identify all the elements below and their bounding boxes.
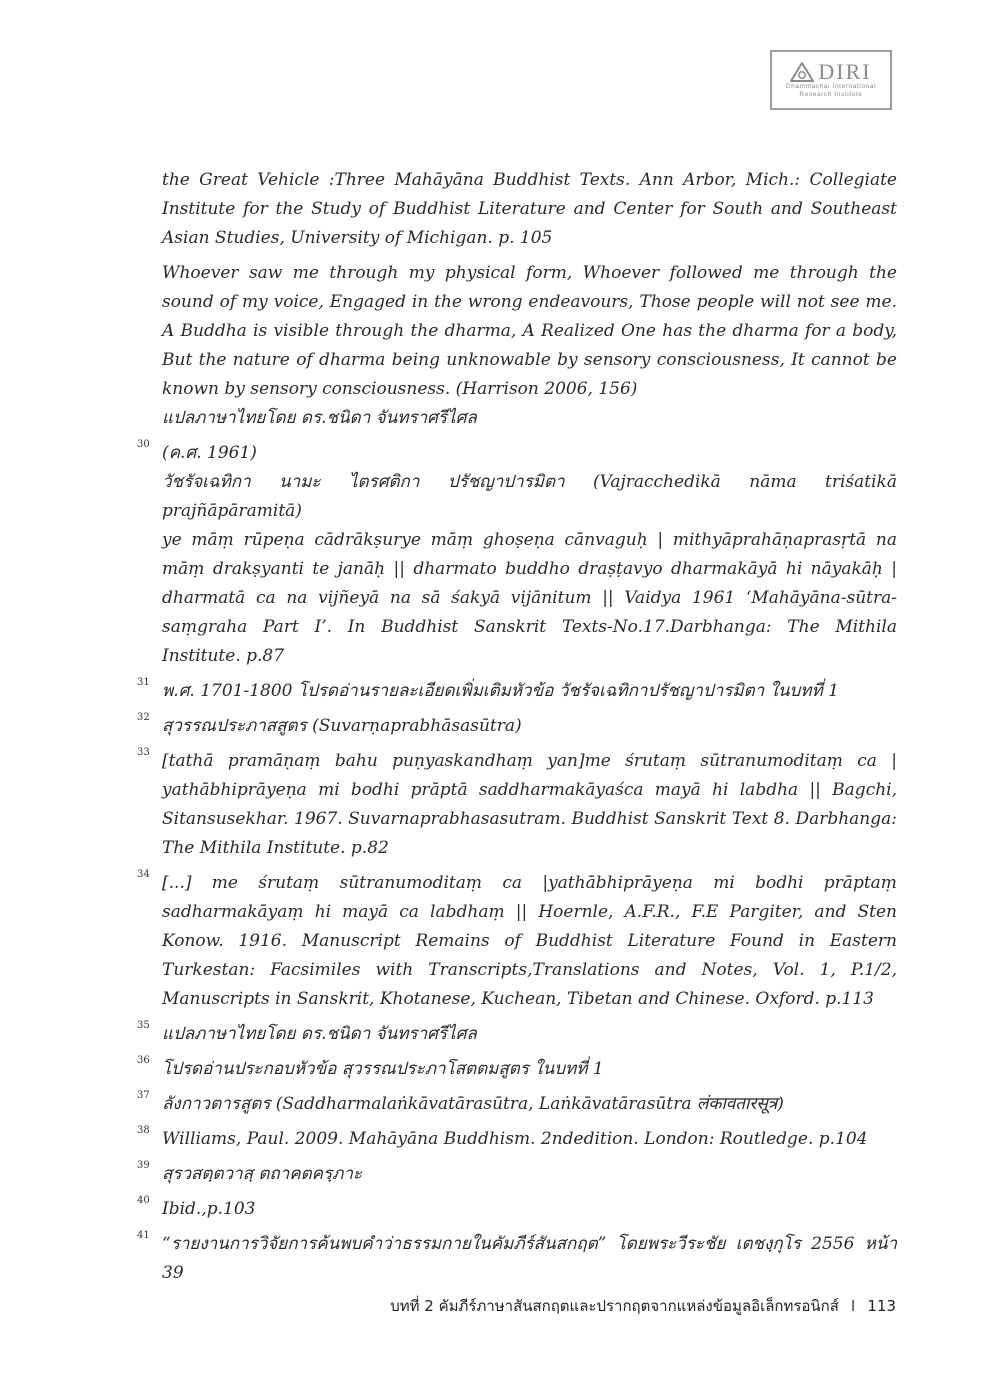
footnote-text: [137, 677, 897, 706]
logo-line-1: Dhammachai International: [785, 83, 877, 90]
footnote-line: [...] me śrutaṃ sūtranumoditaṃ ca |yathābhiprāyeṇa mi bodhi prāptaṃ sadharmakāyaṃ hi mayā ca labdhaṃ || Hoernle, A.F.R., F.E Pargiter, and Sten Konow. 1916. Manuscript Remains of Buddhist Literature Found in Eastern Turkestan: Facsimiles with Transcripts,Translations and Notes, Vol. 1, P.1/2, Manuscripts in Sanskrit, Khotanese, Kuchean, Tibetan and Chinese. Oxford. p.113: [162, 873, 897, 1009]
footnote-line: [tathā pramāṇaṃ bahu puṇyaskandhaṃ yan]me śrutaṃ sūtranumoditaṃ ca | yathābhiprāyeṇa mi bodhi prāptā saddharmakāyaśca mayā hi labdha || Bagchi, Sitansusekhar. 1967. Suvarnaprabhasasutram. Buddhist Sanskrit Text 8. Darbhanga: The Mithila Institute. p.82: [162, 751, 897, 858]
footnote-line: “รายงานการวิจัยการค้นพบคำว่าธรรมกายในคัมภีร์สันสกฤต” โดยพระวีระชัย เตชงฺกุโร 2556 หน้า 39: [162, 1234, 897, 1283]
footnote-number: 35: [137, 1020, 150, 1031]
footnote-text: [137, 869, 897, 1014]
logo-word: DIRI: [818, 59, 872, 84]
footnote-number: 37: [137, 1090, 150, 1101]
page-footer: [390, 1294, 896, 1318]
footnote-line: สุรวสตฺตวาสฺ ตถาคตครฺภาะ: [162, 1164, 363, 1184]
footnote-number: 34: [137, 869, 150, 880]
footnote-text: [137, 1055, 897, 1084]
footnote-text: [137, 1020, 897, 1049]
footnote-number: 36: [137, 1055, 150, 1066]
footnote-number: 31: [137, 677, 150, 688]
footnote-text: [162, 259, 897, 404]
footnote-number: 32: [137, 712, 150, 723]
page-number: 113: [867, 1297, 896, 1315]
footnote-line: Whoever saw me through my physical form, Whoever followed me through the sound of my voice, Engaged in the wrong endeavours, Those people will not see me. A Buddha is visible through the dharma, A Realized One has the dharma for a body, But the nature of dharma being unknowable by sensory consciousness, It cannot be known by sensory consciousness. (Harrison 2006, 156): [162, 263, 897, 399]
footnote-line: (ค.ศ. 1961): [162, 443, 257, 463]
footnote-line: ye māṃ rūpeṇa cādrākṣurye māṃ ghoṣeṇa cānvaguḥ | mithyāprahāṇaprasṛtā na māṃ drakṣyanti te janāḥ || dharmato buddho draṣṭavyo dharmakāyā hi nāyakāḥ | dharmatā ca na vijñeyā na sā śakyā vijānitum || Vaidya 1961 ‘Mahāyāna-sūtra-saṃgraha Part I’. In Buddhist Sanskrit Texts-No.17.Darbhanga: The Mithila Institute. p.87: [162, 530, 897, 666]
footnote-line: Williams, Paul. 2009. Mahāyāna Buddhism. 2ndedition. London: Routledge. p.104: [162, 1129, 868, 1149]
dhammachai-emblem-icon: [790, 62, 814, 82]
footnote-line: วัชรัจเฉทิกา นามะ ไตรศติกา ปรัชญาปารมิตา (Vajracchedikā nāma triśatikā prajñāpāramitā): [162, 472, 897, 521]
footnote-text: [137, 1195, 897, 1224]
diri-logo: [770, 50, 892, 110]
footnote-text: [137, 439, 897, 468]
footnote-text: [137, 712, 897, 741]
footnotes-column: [137, 166, 897, 1294]
footnote-line: ลังกาวตารสูตร (Saddharmalaṅkāvatārasūtra, Laṅkāvatārasūtra लंकावतारसूत्र): [162, 1094, 784, 1114]
footnote-number: 38: [137, 1125, 150, 1136]
footnote-number: 39: [137, 1160, 150, 1171]
logo-top: [790, 61, 871, 83]
footnote-line: the Great Vehicle :Three Mahāyāna Buddhist Texts. Ann Arbor, Mich.: Collegiate Institute for the Study of Buddhist Literature and Center for South and Southeast Asian Studies, University of Michigan. p. 105: [162, 170, 897, 248]
footnote-line: แปลภาษาไทยโดย ดร.ชนิดา จันทราศรีไศล: [162, 1024, 477, 1044]
footnote-number: 41: [137, 1230, 150, 1241]
footnote-text: [162, 526, 897, 671]
chapter-title: บทที่ 2 คัมภีร์ภาษาสันสกฤตและปรากฤตจากแหล่งข้อมูลอิเล็กทรอนิกส์: [390, 1297, 839, 1315]
footnote-text: [137, 1160, 897, 1189]
footnote-text: [162, 166, 897, 253]
footer-separator: I: [850, 1297, 856, 1315]
footnote-text: [137, 747, 897, 863]
footnote-text: [162, 404, 897, 433]
footnote-text: [137, 1125, 897, 1154]
footnote-number: 33: [137, 747, 150, 758]
footnote-line: พ.ศ. 1701-1800 โปรดอ่านรายละเอียดเพิ่มเติมหัวข้อ วัชรัจเฉทิกาปรัชญาปารมิตา ในบทที่ 1: [162, 681, 839, 701]
footnote-text: [137, 1090, 897, 1119]
footnote-text: [137, 1230, 897, 1288]
footnote-line: สุวรรณประภาสสูตร (Suvarṇaprabhāsasūtra): [162, 716, 522, 736]
footnote-line: Ibid.,p.103: [162, 1199, 256, 1219]
footnote-number: 30: [137, 439, 150, 450]
footnote-line: แปลภาษาไทยโดย ดร.ชนิดา จันทราศรีไศล: [162, 408, 477, 428]
footnote-text: [162, 468, 897, 526]
logo-line-2: Research Institute: [799, 91, 863, 98]
footnote-line: โปรดอ่านประกอบหัวข้อ สุวรรณประภาโสตตมสูตร ในบทที่ 1: [162, 1059, 604, 1079]
footnote-number: 40: [137, 1195, 150, 1206]
